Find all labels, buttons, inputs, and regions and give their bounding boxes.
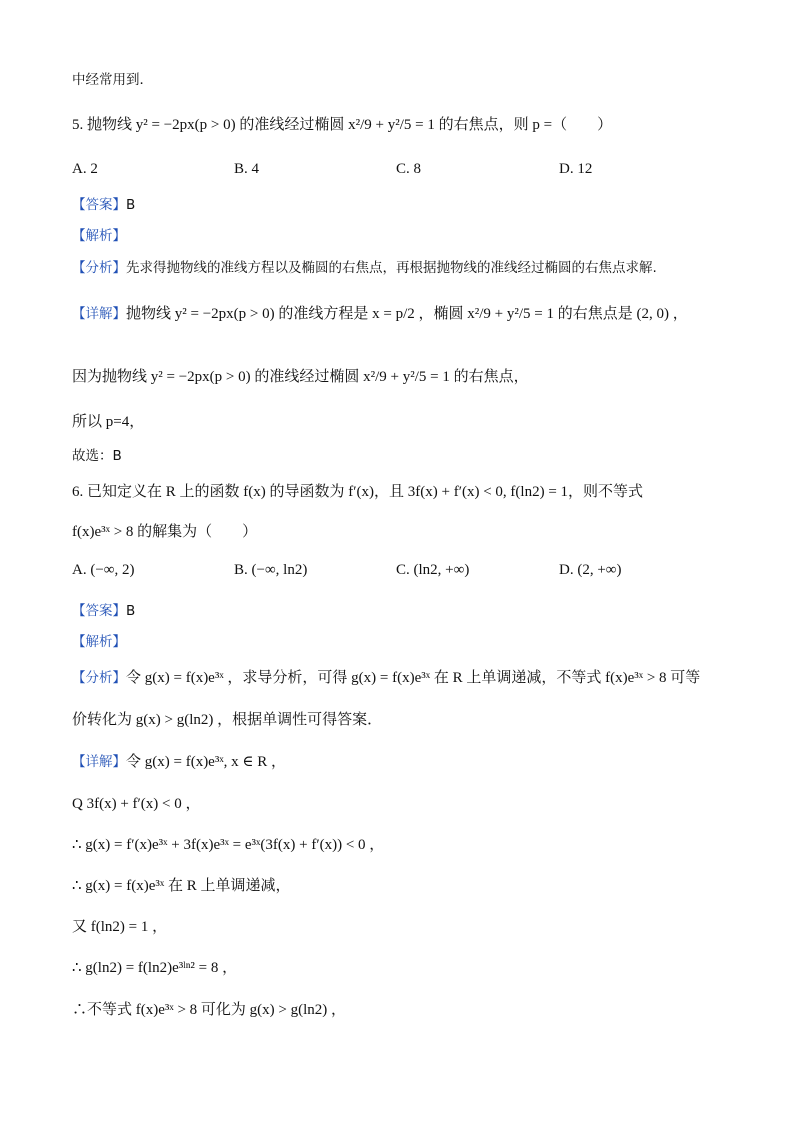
q6-step-3: ∴ g(x) = f(x)e³ˣ 在 R 上单调递减，: [72, 878, 291, 894]
q6-option-a: A. (−∞, 2): [72, 562, 135, 578]
q5-option-c: C. 8: [396, 161, 422, 177]
xiangjie-text: 抛物线 y² = −2px(p > 0) 的准线方程是 x = p/2 ，椭圆 x²/9 + y²/5 = 1 的右焦点是 (2, 0) ，: [126, 306, 688, 322]
q6-step-6: ∴不等式 f(x)e³ˣ > 8 可化为 g(x) > g(ln2) ，: [72, 1002, 347, 1018]
q5-fenxi: [72, 256, 657, 276]
q6-fenxi-line-2: 价转化为 g(x) > g(ln2) ，根据单调性可得答案．: [72, 712, 383, 728]
q5-option-d: D. 12: [559, 161, 593, 177]
q6-stem-line-2: f(x)e³ˣ > 8 的解集为（ ）: [72, 524, 258, 540]
q6-step-5: ∴ g(ln2) = f(ln2)e³ˡⁿ² = 8 ，: [72, 960, 238, 976]
q6-stem-line-1: 6. 已知定义在 R 上的函数 f(x) 的导函数为 f′(x)，且 3f(x) + f′(x) < 0, f(ln2) = 1，则不等式: [72, 484, 644, 500]
xiangjie-text: 令 g(x) = f(x)e³ˣ, x ∈ R ，: [126, 754, 287, 770]
xiangjie-tag: 【详解】: [72, 754, 126, 770]
intro-text: 中经常用到．: [72, 72, 153, 88]
answer-tag: 【答案】: [72, 197, 126, 213]
answer-value: B: [126, 197, 136, 213]
q6-answer: [72, 599, 135, 619]
q6-option-b: B. (−∞, ln2): [234, 562, 308, 578]
q5-answer: [72, 193, 135, 213]
q6-fenxi-line-1: [72, 666, 700, 687]
q5-analysis-tag: 【解析】: [72, 228, 126, 244]
answer-tag: 【答案】: [72, 603, 126, 619]
q5-xiangjie-line-4: 故选：B: [72, 448, 122, 464]
q5-xiangjie-line-1: [72, 302, 688, 323]
q5-stem: 5. 抛物线 y² = −2px(p > 0) 的准线经过椭圆 x²/9 + y²/5 = 1 的右焦点，则 p =（ ）: [72, 117, 613, 133]
q5-xiangjie-line-3: 所以 p=4，: [72, 414, 145, 430]
q6-option-c: C. (ln2, +∞): [396, 562, 470, 578]
q5-option-a: A. 2: [72, 161, 98, 177]
q6-step-2: ∴ g(x) = f′(x)e³ˣ + 3f(x)e³ˣ = e³ˣ(3f(x) + f′(x)) < 0 ，: [72, 837, 385, 853]
answer-value: B: [126, 603, 136, 619]
q6-option-d: D. (2, +∞): [559, 562, 622, 578]
q5-option-b: B. 4: [234, 161, 260, 177]
q6-step-1: Q 3f(x) + f′(x) < 0 ，: [72, 796, 201, 812]
fenxi-tag: 【分析】: [72, 670, 126, 686]
xiangjie-tag: 【详解】: [72, 306, 126, 322]
fenxi-text: 令 g(x) = f(x)e³ˣ ，求导分析，可得 g(x) = f(x)e³ˣ 在 R 上单调递减，不等式 f(x)e³ˣ > 8 可等: [126, 670, 701, 686]
fenxi-text: 先求得抛物线的准线方程以及椭圆的右焦点，再根据抛物线的准线经过椭圆的右焦点求解.: [126, 260, 657, 276]
q6-xiangjie-line-1: [72, 750, 286, 771]
fenxi-tag: 【分析】: [72, 260, 126, 276]
q5-xiangjie-line-2: 因为抛物线 y² = −2px(p > 0) 的准线经过椭圆 x²/9 + y²/5 = 1 的右焦点，: [72, 369, 529, 385]
q6-analysis-tag: 【解析】: [72, 634, 126, 650]
q6-step-4: 又 f(ln2) = 1 ，: [72, 919, 168, 935]
